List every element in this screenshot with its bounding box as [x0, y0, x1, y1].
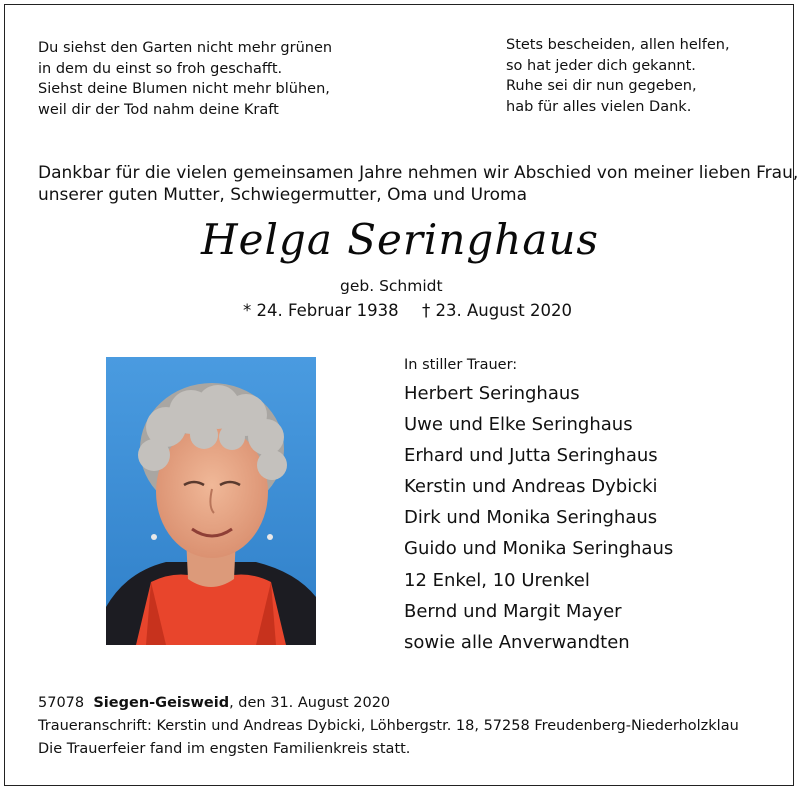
footer [38, 692, 739, 761]
mourner-name: 12 Enkel, 10 Urenkel [404, 569, 590, 591]
mourner-name: Herbert Seringhaus [404, 383, 580, 404]
intro-text [38, 162, 798, 206]
poem-left-line: in dem du einst so froh geschafft. [38, 60, 283, 77]
birth-date: * 24. Februar 1938 [243, 301, 399, 320]
funeral-note: Die Trauerfeier fand im engsten Familienkreis statt. [38, 741, 411, 757]
intro-line: unserer guten Mutter, Schwiegermutter, Oma und Uroma [38, 185, 528, 205]
death-date: † 23. August 2020 [422, 301, 572, 320]
portrait-illustration [106, 357, 316, 645]
portrait-photo [106, 357, 316, 645]
mourner-name: Dirk und Monika Seringhaus [404, 507, 658, 529]
notice-date: , den 31. August 2020 [229, 695, 391, 711]
poem-left [38, 38, 332, 120]
mourner-name: Guido und Monika Seringhaus [404, 538, 674, 560]
poem-left-line: weil dir der Tod nahm deine Kraft [38, 101, 279, 118]
poem-right [506, 35, 730, 117]
mourner-name: Bernd und Margit Mayer [404, 600, 622, 622]
poem-right-line: hab für alles vielen Dank. [506, 98, 692, 115]
deceased-name: Helga Seringhaus [201, 215, 599, 264]
mourner-name: Uwe und Elke Seringhaus [404, 414, 633, 436]
poem-right-line: Ruhe sei dir nun gegeben, [506, 78, 697, 94]
postal-code: 57078 [38, 695, 85, 711]
poem-left-line: Siehst deine Blumen nicht mehr blühen, [38, 81, 330, 97]
mourners-list [404, 378, 673, 658]
poem-right-line: Stets bescheiden, allen helfen, [506, 37, 730, 53]
mourners-heading: In stiller Trauer: [404, 357, 518, 373]
intro-line: Dankbar für die vielen gemeinsamen Jahre nehmen wir Abschied von meiner lieben Frau, [38, 163, 799, 183]
maiden-name: geb. Schmidt [340, 277, 443, 295]
mourning-address: Traueranschrift: Kerstin und Andreas Dybicki, Löhbergstr. 18, 57258 Freudenberg-Niederholzklau [38, 718, 739, 734]
mourner-name: sowie alle Anverwandten [404, 631, 630, 653]
city: Siegen-Geisweid [93, 695, 230, 711]
poem-left-line: Du siehst den Garten nicht mehr grünen [38, 40, 333, 56]
place-date-line [38, 692, 739, 715]
poem-right-line: so hat jeder dich gekannt. [506, 57, 696, 74]
mourner-name: Erhard und Jutta Seringhaus [404, 445, 658, 467]
mourner-name: Kerstin und Andreas Dybicki [404, 476, 658, 498]
